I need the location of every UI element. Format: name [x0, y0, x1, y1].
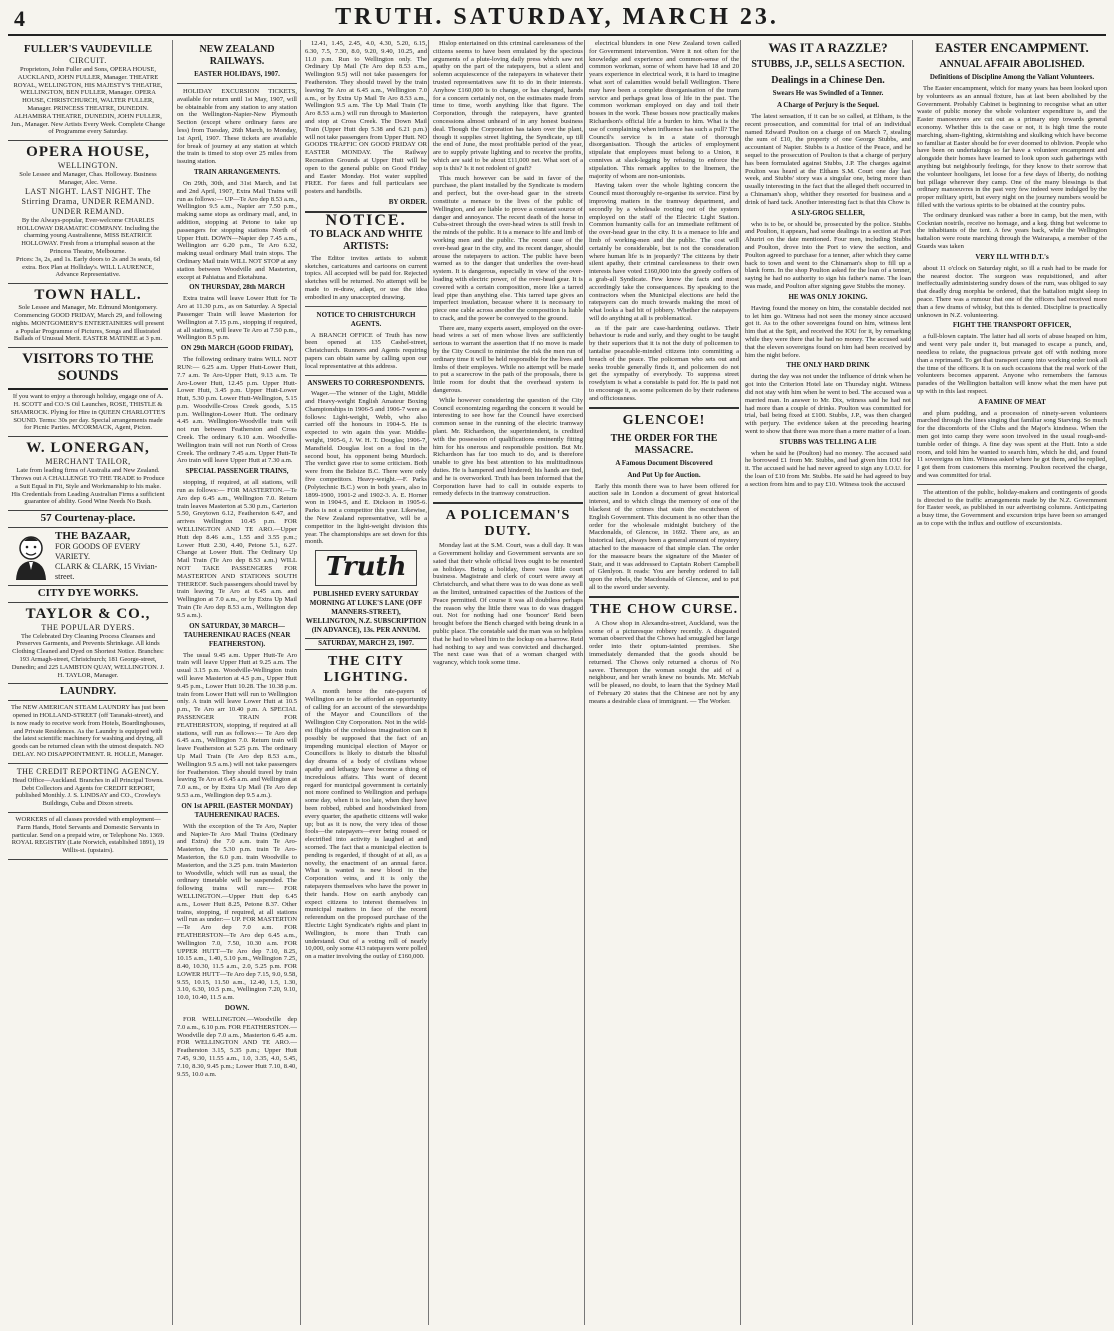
editorial-paragraph: Having taken over the whole lighting concern the Council must thoroughly re-organise its service. First by improving matters in the tramway department, and secondly by a wholesale rooting out of the system employed on the staff of the Electric Light Station. Common humanity calls for an immediate refitment of the over-head gear in the city. It is a menace to life and limb of working-men and the public. The cost will certainly be considerable, but is not the consideration where human life is in jeopardy? The citizens by their silent apathy, their criminal carelessness to their own interests have voted £160,000 into the greedy coffers of a grab-all Syndicate. Few know the facts and most accordingly take the consequences. By speaking to the contractors when the Municipal elections are held the ratepayers can do much towards making the most of what looks a bad bit of jobbery. Whether the ratepayers will do anything at all is problematical.: [589, 182, 739, 322]
chow-paragraph: A Chow shop in Alexandra-street, Auckland, was the scene of a picturesque robbery recently. A disgusted woman observed that the Chows had smuggled her large order into their opium-tainted premises. She immediately demanded that the goods should be returned. The Chows only returned a chorus of No savee. Thereupon the woman sought the aid of a neighbour, and her wrath knew no bounds. Mr. McNab will be pleased, no doubt, to learn that the Sydney Mail of February 20 states that the Chinese are not by any means a desirable class of immigrant. — The Worker.: [589, 619, 739, 705]
railways-paragraph: The following ordinary trains WILL NOT RUN:— 6.25 a.m. Upper Hutt-Lower Hutt, 7.7 a.m. Te Aro-Upper Hutt, 9.13 a.m. Te Aro-Lower Hutt, 12.45 p.m. Upper Hutt-Lower Hutt, 3.45 p.m. Upper Hutt-Lower Hutt, 5.30 p.m. Lower Hutt-Wellington, 5.15 p.m. Woodville-Cross Creek goods, 5.15 p.m. Wellington-Lower Hutt. The ordinary 4.45 a.m. Wellington-Woodville train will not run between Featherston and Cross Creek. The ordinary 6.10 a.m. Woodville-Wellington train will not run North of Cross Creek. The ordinary 7.45 a.m. Upper Hutt-Te Aro train will leave Upper Hutt at 7.30 a.m.: [177, 356, 297, 465]
opera-house-city: WELLINGTON.: [57, 161, 119, 171]
bazaar-body: FOR GOODS OF EVERY VARIETY.: [55, 541, 141, 561]
down-heading: DOWN.: [224, 1004, 250, 1013]
artists-heading: TO BLACK AND WHITE ARTISTS:: [309, 228, 423, 252]
notice-heading: NOTICE.: [325, 211, 407, 229]
editorial-paragraph: There are, many experts assert, employed on the over-head wires a set of men whose lives are sufficiently serious to warrant the assertion that if no move is made by the City Council to minimise the risk the men run of ordinary time it will be held responsible for the lives and limbs of their employes. While no attempt will be made to put a scarecrow in the path of the proposals, there is little room for doubt that the overhead system is dangerous.: [433, 324, 583, 395]
railways-paragraph: stopping, if required, at all stations, will run as follows:— FOR MASTERTON.—Te Aro dep 6.45 a.m., Wellington 7.0. Return train leaves Masterton at 5.30 p.m., Carterton 5.50, Greytown 6.12, Featherston 6.47, and arrives Wellington 10.45 p.m. FOR WELLINGTON AND TE ARO.—Upper Hutt dep 8.46 a.m., 1.55 and 3.55 p.m.; Lower Hutt 2.30, 4.40, Petone 5.1, 6.27. Change at Lower Hutt. The Ordinary Up Mail Train (Te Aro dep 8.53 a.m.) WILL NOT TAKE PASSENGERS FOR MASTERTON AND STATIONS SOUTH THEREOF. Such passengers should travel by train leaving Te Aro at 6.45 a.m. and Wellington at 7.0 a.m., or by Extra Up Mail Train (Te Aro dep 8.53 a.m., Wellington dep 9.5 a.m.).: [177, 479, 297, 619]
railways-paragraph: HOLIDAY EXCURSION TICKETS, available for return until 1st May, 1907, will be obtainable from any station to any station on the Wellington-Napier-New Plymouth Section (except where ordinary fares are less) from Tuesday, 26th March, to Monday, 1st April, 1907. These tickets are available for break of journey at any station at which the train is timed to stop over 25 miles from issuing station.: [177, 88, 297, 166]
divider: [917, 484, 1107, 485]
hard-drink-heading: THE ONLY HARD DRINK: [786, 361, 870, 370]
column-1-advertisements: [8, 40, 168, 1325]
policemans-duty-heading: A POLICEMAN'S DUTY.: [445, 508, 571, 540]
razzle-paragraph: during the day was not under the influence of drink when he got into the Criterion Hotel late on Thursday night. Witness did not stay with him when he went to bed. The accused was a married man. In answer to Mr. Dix, witness said he had not had more than a couple of drinks. Poulton was committed for trial, bail being fixed at £100. Stubbs, J.P., was then charged with perjury. The evidence taken at the preceding hearing went to show that there was more than a mere matter of a loan.: [745, 373, 911, 435]
easter-heading: EASTER ENCAMPMENT.: [935, 40, 1089, 55]
glencoe-heading: GLENCOE!: [622, 412, 706, 428]
fullers-body: Proprietors, John Fuller and Sons, OPERA HOUSE, AUCKLAND, JOHN FULLER, Manager. THEATRE ROYAL, WELLINGTON, HIS MAJESTY'S THEATRE, WELLINGTON, BEN FULLER, Manager. OPERA HOUSE, CHRISTCHURCH, WALTER FULLER, Manager. PRINCESS THEATRE, DUNEDIN. ALHAMBRA THEATRE, DUNEDIN, JOHN FULLER, Jun., Manager. New Artists Every Week. Complete Change of Programme every Saturday.: [10, 66, 166, 136]
city-lighting-heading: THE CITY LIGHTING.: [323, 654, 409, 686]
razzle-paragraph: The latest sensation, if it can be so called, at Eltham, is the recent prosecution, and committal for trial of an individual named Edward Poulton on a charge of on March 7, stealing the sum of £10, the property of one George Stubbs, and accountant of Napier. Stubbs is a Justice of the Peace, and he sequel to the prosecution of Poulton is that a charge of perjury has been formulated against Stubbs, J.P. The charges against Poulton was heard at the Eltham S.M. Court one day last week, and Stubbs' story was a singular one, being more than usually interesting in the fact that the alleged theft occurred in a Chinaman's shop, whither they resorted for business and a drink of hard tack. Another interesting fact is that this Chow is: [745, 113, 911, 206]
easter-paragraph: about 11 o'clock on Saturday night, so ill a rush had to be made for the nearest doctor. The surgeon was requisitioned, and after ineffectually administering sundry doses of the rum, was obliged to say that deadly drug morphia be ordered, that the battalion might sleep in peace. There was a rumour that one of the officers had received more than a few drams of whisky, but this is denied. Discipline is practically unknown in N.Z. volunteering.: [917, 264, 1107, 319]
laundry-body: The NEW AMERICAN STEAM LAUNDRY has just been opened in HOLLAND-STREET (off Taranaki-street), and is now ready to receive work from Hotels, Boardinghouses, and Private Residences. As the Laundry is equipped with the latest scientific machinery for washing and drying, all goods can be returned clean with the utmost despatch. NO DELAY. NO DISAPPOINTMENT. R. HOLLE, Manager.: [10, 704, 166, 759]
artists-paragraph: The Editor invites artists to submit sketches, caricatures and cartoons on current topics. All accepted will be paid for. Rejected sketches will be returned. No attempt will be made to re-draw, adapt, or use the idea embodied in any unaccepted drawing.: [305, 254, 427, 301]
railways-continued: 12.41, 1.45, 2.45, 4.0, 4.30, 5.20, 6.15, 6.30, 7.5, 7.30, 8.0, 9.20, 9.40, 10.25, and 11.0 p.m. Run to Wellington only. The Ordinary Up Mail (Te Aro dep 8.53 a.m., Wellington 9.5) will not take passengers for Featherston. They should travel by the train leaving Te Aro at 6.45 a.m., Wellington 7.0 a.m., or by Extra Up Mail Te Aro 8.53 a.m., Wellington 9.5 a.m. The Up Mail Train (Te Aro 8.53 a.m.) will run through to Masterton and stop at Cross Creek. The Down Mail Train (Upper Hutt dep 5.38 and 6.21 p.m.) will not take passengers from Upper Hutt. NO GOODS TRAFFIC ON GOOD FRIDAY OR EASTER MONDAY. The Railway Recreation Grounds at Upper Hutt will be open to the general public on Good Friday and Easter Monday. Hot water supplied FREE. For fares and full particulars see posters and handbills.: [305, 40, 427, 196]
fullers-circuit: CIRCUIT.: [69, 56, 107, 65]
registry-body: WORKERS of all classes provided with employment—Farm Hands, Hotel Servants and Domestic Servants in particular. Send on a prepaid wire, or Telephone No. 1369. ROYAL REGISTRY (Late Norwich, established 1891), 19 Willis-st. (upstairs).: [11, 816, 165, 855]
taylor-name: TAYLOR & CO.,: [25, 605, 151, 622]
christchurch-paragraph: A BRANCH OFFICE of Truth has now been opened at 135 Cashel-street, Christchurch. Runners and Agents requiring papers can obtain same by calling upon our local representative at this address.: [305, 331, 427, 370]
answers-heading: ANSWERS TO CORRESPONDENTS.: [307, 378, 425, 387]
razzle-subheading: STUBBS, J.P., SELLS A SECTION.: [751, 59, 905, 70]
visitors-heading: VISITORS TO THE SOUNDS: [8, 348, 168, 390]
christchurch-heading: NOTICE TO CHRISTCHURCH AGENTS.: [316, 310, 416, 328]
town-hall-ad: [8, 284, 168, 348]
razzle-paragraph: when he said he (Poulton) had no money. The accused said he borrowed £1 from Mr. Stubbs, and had given him IOU for it. The accused said he had never agreed to sign any I.O.U. for the loan of £10 from Mr. Stubbs. He said he had agreed to buy a section from him and to pay £10. Witness took the accused: [745, 449, 911, 488]
credit-heading: THE CREDIT REPORTING AGENCY.: [16, 766, 160, 776]
town-hall-name: TOWN HALL.: [34, 287, 142, 304]
editorial-paragraph: Hislop entertained on this criminal carelessness of the citizens seems to have been emulated by the specious arguments of a plute-loving daily press which saw not apathy on the part of the ratepayers, but a silent and solemn acquiescence of the ratepayers in whatever their trusted representatives saw fit to do in their interests. Anyhow £160,000 is to change, or has changed, hands for a concern certainly not, on the estimates made from time to time, worth anything like that figure. The Corporation, through the ratepayers, have granted concessions almost unheard of in any honest business deal. Though the Corporation has taken over the plant, though it supplies street lighting, the Syndicate, up till the end of June, the most profitable period of the year, are to supply private lighting and to receive the profits, which are said to be about £11,000 net. What sort of a sop is this? Is it not redolent of graft?: [433, 40, 583, 172]
column-4-editorial: [428, 40, 583, 1325]
easter-monday-heading: ON 1st APRIL (EASTER MONDAY) TAUHERENIKAU RACES.: [181, 801, 293, 819]
chow-curse-heading: THE CHOW CURSE.: [589, 601, 739, 617]
lonergan-trade: MERCHANT TAILOR,: [45, 457, 131, 467]
divider: [589, 407, 739, 409]
transport-heading: FIGHT THE TRANSPORT OFFICER,: [952, 321, 1072, 330]
opera-house-body: Sole Lessee and Manager, Chas. Holloway. Business Manager, Alec. Verne.: [19, 171, 157, 186]
easter-paragraph: The attention of the public, holiday-makers and contingents of goods is directed to the traffic arrangements made by the N.Z. Government for Easter week, as published in our advertising columns. Anticipating a busy time, the Government and excursion trips have been so arranged as to cope with the influx and outflow of excursionists.: [917, 488, 1107, 528]
easter-paragraph: The Easter encampment, which for many years has been looked upon by volunteers as an annual fixture, has at last been abolished by the Government. Probably Cabinet is beginning to recognise what an utter waste of public money the whole volunteer expenditure is, and the Easter manoeuvres are cut out as a primary step towards general economy. Whether this is the case or not, it is high time the route marching, sham-fighting, skirmishing and skulking which have become so familiar at Easter should be for ever doomed to oblivion. People who have been on undertakings so far have a volunteer encampment and alongside their homes have learned to look upon such gatherings with anything but neighbourly feelings, for they know to their sorrow that the volunteer hooligans, let loose for a few days of liberty, do nothing but pillage wherever they camp. One of the many blessings is that ordinary manoeuvres in the past very few indeed were indulged by the proper military spirit, but every night on the journey numbers would be filled with the various spirits to be obtained at the country pubs.: [917, 85, 1107, 209]
fullers-ad: [8, 40, 168, 141]
taylor-body: The Celebrated Dry Cleaning Process Cleanses and Preserves Garments, and Prevents Shrinkage. All kinds Clothing Cleaned and Dyed on Shortest Notice. Branches: 193 Armagh-street, Christchurch; 181 George-street, Dunedin; and 225 LAMBTON QUAY, WELLINGTON. J. H. TAYLOR, Manager.: [11, 632, 165, 679]
lonergan-name: W. LONERGAN,: [26, 440, 150, 457]
glencoe-paragraph: Early this month there was to have been offered for auction sale in London a document of great historical interest, and to which clings the memory of one of the blackest of the crimes that stain the escutcheon of English Government. This document is no other than the order for the wholesale midnight butchery of the Macdonalds, of Glencoe, in 1692. There are, as an historical fact, always been a general amount of mystery attached to the massacre of that simple clan. The order for the massacre bears the signature of the Master of Stair, and it was addressed to Captain Robert Campbell of Glenlyon. It reads: You are hereby ordered to fall upon the rebels, the Macdonalds of Glencoe, and to put all to the sword under seventy.: [589, 482, 739, 592]
opera-house-company: By the Always-popular, Ever-welcome CHARLES HOLLOWAY DRAMATIC COMPANY. Including the charming young Australienne, MISS BEATRICE HOLLOWAY. Fresh from a triumphal season at the Princess Theatre, Melbourne.: [17, 216, 159, 255]
razzle-subheading-3: Swears He was Swindled of a Tenner.: [772, 89, 884, 97]
policeman-continued: as if the pair are case-hardening outlaws. Their behaviour is rude and surly, and they ought to be taught by their superiors that it is not the duty of policemen to tantalise peaceable-minded citizens into committing a breach of the peace. The policeman who sets out and seeks trouble generally finds it, and policemen do not get the sympathy of everybody. To suppress street rowdyism is what a constable is paid for. He is paid not to encourage it, as some policemen do by their rudeness and officiousness.: [589, 324, 739, 402]
opera-house-prices: Prices: 3s, 2s, and 1s. Early doors to 2s and 3s seats, 6d extra. Box Plan at Holliday's. WILL LAURENCE, Advance Representative.: [15, 255, 161, 279]
thursday-heading: ON THURSDAY, 28th MARCH: [189, 283, 285, 292]
razzle-heading: WAS IT A RAZZLE?: [768, 40, 888, 55]
saturday-heading: ON SATURDAY, 30 MARCH—TAUHERENIKAU RACES (NEAR FEATHERSTON).: [183, 621, 291, 648]
page-number: 4: [14, 6, 25, 31]
railways-paragraph: The usual 9.45 a.m. Upper Hutt-Te Aro train will leave Upper Hutt at 9.25 a.m. The usual 3.15 p.m. Woodville-Wellington train will leave Masterton at 4.5 p.m., Upper Hutt 9.45 p.m., Lower Hutt 10.28. The 10.38 p.m. train from Lower Hutt will run to Wellington only. A train will leave Lower Hutt at 10.5 p.m., Te Aro arr 10.40 p.m. A SPECIAL PASSENGER TRAIN FOR FEATHERSTON, stopping, if required at all stations, will run as follows:— Te Aro dep 6.45 a.m., Wellington 7.0. Return train will leave Featherston at 5.25 p.m. The ordinary Up Mail Train (Te Aro dep 8.53 a.m., Wellington 9.5 a.m.) will not take passengers for Featherston. They should travel by train leaving Te Aro at 6.45 a.m. and Wellington at 7.0 a.m., or by Extra Up Mail (Te Aro dep 9.53 a.m., Wellington dep 9.5 a.m.).: [177, 651, 297, 799]
opera-house-last-night: LAST NIGHT. LAST NIGHT. The Stirring Drama, UNDER REMAND. UNDER REMAND.: [21, 186, 155, 216]
lonergan-address: 57 Courtenay-place.: [8, 511, 168, 528]
easter-paragraph: and plum pudding, and a procession of ninety-seven volunteers marched through the lines singing that familiar song Starving. So much for the discomforts of the Clubs and the Major's kindness. When the men got into camp they were soon involved in the usual rough-and-tumble order of things. A fine day was spent at the Hutt. Into a side room, and told him he wanted to search him, which he did, and found 11 sovereigns on him. Witness asked where he got them, and he replied, I got them from customers this morning. Poulton received the charge, and was committed for trial.: [917, 409, 1107, 480]
man-portrait-icon: [11, 532, 51, 580]
divider: [177, 83, 297, 84]
train-arrangements-heading: TRAIN ARRANGEMENTS.: [194, 167, 280, 176]
answers-paragraph: Wager.—The winner of the Light, Middle and Heavy-weight English Amateur Boxing Championships in 1906-5 and 1906-7 were as follows: Light-weight, Webb, who also carried off the honours in 1904-5. He is expected to win again this year. Middle-weight, 1905-6, J. W. H. T. Douglas; 1906-7, Mansfield. Douglas lost on a foul in the second bout, his opponent being Murdoch. The verdict gave rise to some criticism. Both were from the Belsize B.C. There were only five competitors. Heavy-weight.—F. Parks (Polytechnic B.C.) won in both years, also in 1899-1900, 1901-2 and 1902-3. A. E. Horner won in 1904-5, and E. Dickson in 1905-6. Parks is not a competitor this year. Likewise, the New Zealand representative, will be a competitor in the light-weight division this year. The championships are set down for this month.: [305, 390, 427, 546]
easter-subheading-2: Definitions of Discipline Among the Valiant Volunteers.: [929, 73, 1095, 81]
laundry-ad: [8, 701, 168, 764]
column-3-notices: [300, 40, 427, 1325]
credit-body: Head Office—Auckland. Branches in all Principal Towns. Debt Collectors and Agents for CREDIT REPORT, published Monthly. J. S. LINDSAY and CO., Crowley's Buildings, Cuba and Dixon streets.: [12, 776, 164, 808]
editorial-paragraph: electrical blunders in one New Zealand town called for Government intervention. Were it not often for the knowledge and experience and common-sense of the common workman, some of whom have had 18 and 20 years experience in electrical work, it is hard to imagine what sort of calamities would befall Wellington. There may have been a complete disorganisation of the tram service and perhaps great loss of life in the past. The common workman employed on day and toil their bosses in the work. These bosses now practically makes Richardson's official life a burden to him. What is the use of complaining when influence has such a pull? The Council's service is in a state of thorough disorganisation. Though the articles of employment stipulate that employees must belong to a Union, it connives at slack-legging by refusing to enforce the stipulation. This remark applies to the linemen, the majority of whom are non-unionists.: [589, 40, 739, 180]
by-order: BY ORDER.: [388, 197, 427, 206]
railways-paragraph: On 29th, 30th, and 31st March, and 1st and 2nd April, 1907, Extra Mail Trains will run as follows:— UP—Te Aro dep 8.53 a.m., Wellington 9.5 a.m., Napier arr 7.50 p.m., making same stops as ordinary mail, and, in addition, stopping at Petone to take up passengers for stopping stations North of Upper Hutt. DOWN—Napier dep 7.45 a.m., Wellington arr 6.20 p.m., Te Aro 6.32, making usual ordinary Mail train stops. The Ordinary Mail train WILL NOT STOP at any station between Woodville and Masterton, except at Pahiatua and Eketahuna.: [177, 179, 297, 281]
masthead: [8, 0, 1106, 36]
divider: [305, 375, 427, 376]
launch-body: If you want to enjoy a thorough holiday, engage one of A. H. SCOTT and CO.'S Oil Launches, ROSE, THISTLE & SHAMROCK. Plying for Hire in QUEEN CHARLOTTE'S SOUND. Terms: 30s per day. Special arrangements made for Picnic Parties. M'CORMACK, Agent, Picton.: [10, 393, 166, 432]
dts-heading: VERY ILL WITH D.T.'s: [975, 252, 1049, 261]
policeman-paragraph: Monday last at the S.M. Court, was a dull day. It was a Government holiday and Government servants are so sated that their whole official lives ought to be resented as holidays. Being a holiday, there was little court business. Magistrate and clerk of court were away at Christchurch, and what there was to do was done as well as the limited, untrained capacities of the Justices of the Peace permitted. Of course it was all doubtless perhaps the reason why the little there was to do was dragged out. Not for nothing had one 'bouncer' Reid been brought before the Bench charged with being drunk in a public place. The constable said the man was so helpless that he had to wheel him to the lockup on a barrow. Reid had nothing to say and was convicted and discharged. The next case was that of a woman charged with vagrancy, which took some time.: [433, 542, 583, 667]
sly-grog-heading: A SLY-GROG SELLER,: [791, 208, 865, 217]
launch-ad: [8, 390, 168, 437]
razzle-paragraph: who is to be, or should be, prosecuted by the police. Stubbs and Poulton, it appears, had some dealings in a section at Port Ahuriri on the date mentioned. Four men, including Stubbs and Poulton, drove into the Port to view the section, and Poulton agreed to purchase for a tenner, after which they came back to town and went to the Chinaman's shop to fill up a blank form. In the shop Poulton asked for the loan of a tenner, saying he had no authority to sign his father's name. The loan was made, and Poulton after signing gave Stubbs the money.: [745, 220, 911, 290]
lonergan-ad: [8, 437, 168, 511]
divider: [433, 502, 583, 504]
railways-paragraph: Extra trains will leave Lower Hutt for Te Aro at 11.30 p.m., as on Saturday. A Special Passenger Train will leave Masterton for Wellington at 7.15 p.m., stopping if required, at all stations, will leave Te Aro at 7.50 p.m., Wellington 8.5 p.m.: [177, 295, 297, 342]
town-hall-body: Sole Lessee and Manager, Mr. Edmund Montgomery. Commencing GOOD FRIDAY, March 29, and following nights. MONTGOMERY'S ENTERTAINERS will present a Popular Programme of Pictures, Songs and Illustrated Ballads of Unusual Merit. EASTER MATINEE at 3 p.m.: [11, 304, 165, 343]
railways-heading: NEW ZEALAND RAILWAYS.: [199, 44, 275, 67]
divider: [305, 306, 427, 307]
railways-paragraph: FOR WELLINGTON.—Woodville dep 7.0 a.m., 6.10 p.m. FOR FEATHERSTON.—Woodville dep 7.0 a.m., Masterton 6.45 a.m. FOR WELLINGTON AND TE ARO.—Featherston 3.15, 5.35 p.m.; Upper Hutt 7.45, 9.30, 11.55 a.m., 1.0, 3.35, 4.0, 5.45, 7.10, 8.30, 9.45 p.m.; Lower Hutt 7.10, 8.40, 9.55, 10.0 a.m.: [177, 1016, 297, 1078]
railways-subheading: EASTER HOLIDAYS, 1907.: [194, 70, 280, 78]
divider: [589, 596, 739, 598]
laundry-heading: LAUNDRY.: [8, 684, 168, 701]
editorial-paragraph: This much however can be said in favor of the purchase, the plant installed by the Syndicate is modern and perfect, but the over-head gear in the streets constitute a menace to the lives of the public of Wellington, and are liable to prove a constant source of danger and annoyance. The recent death of the horse in Cuba-street through the over-head wires is still fresh in the minds of the public. It is a menace to life and limb of working men and the public. The recent case of the over-head gear in the city, and its recent danger, should arouse the ratepayers to action. The public have been warned as to the danger that underlies the over-head system. It is dangerous, especially in view of the over-loading with electric power, of the over-head gear. It is covered with a certain composition, more like a tarred lead pipe than anything else. This tarred tape gives an imperfect insulation, because where it is necessary to piece one cable across another the composition is liable to crack, and the power be conveyed to the ground.: [433, 174, 583, 322]
truth-logo: Truth: [315, 550, 417, 586]
bazaar-name: THE BAZAAR,: [55, 529, 131, 542]
registry-ad: [8, 813, 168, 860]
bazaar-ad: [8, 528, 168, 586]
easter-subheading: ANNUAL AFFAIR ABOLISHED.: [939, 59, 1085, 70]
razzle-paragraph: Having found the money on him, the constable decided not to let him go. Witness had not seen the money since accused got it. As to the other sovereigns found on him, witness lent him that at the Spit, and received the IOU for it, by remarking while they were there that he had no money. The accused said that the eleven sovereigns found on him had been received by him the night before.: [745, 304, 911, 359]
bazaar-owner: CLARK & CLARK, 15 Vivian-street.: [55, 561, 158, 581]
special-trains-heading: SPECIAL PASSENGER TRAINS,: [185, 467, 289, 476]
issue-date: SATURDAY, MARCH 23, 1907.: [305, 638, 427, 650]
easter-paragraph: a full-blown captain. The latter had all sorts of abuse heaped on him, and went very pale under it, but managed to escape a punch, and, needless to relate, the pugnacious private got off with nothing more than a reprimand. To get that transport camp into working order took all the time of the officers. It is on such occasions that the real work of the volunteers becomes apparent. Anyone who remembers the famous parades of the Wellington battalion will know what the men have put up with in this last respect.: [917, 333, 1107, 395]
taylor-sub: THE POPULAR DYERS.: [41, 622, 135, 632]
massacre-subheading: A Famous Document Discovered: [615, 458, 713, 467]
good-friday-heading: ON 29th MARCH (GOOD FRIDAY),: [180, 344, 294, 353]
razzle-subheading-4: A Charge of Perjury is the Sequel.: [776, 101, 880, 109]
massacre-heading: THE ORDER FOR THE MASSACRE.: [610, 432, 718, 456]
lonergan-body: Late from leading firms of Australia and New Zealand. Throws out A CHALLENGE TO THE TRADE to Produce a Suit Equal in Fit, Style and Workmanship to his make. His Credentials from Leading Australian Firms a sufficient guarantee of ability. Good Wine Needs No Bush.: [11, 467, 165, 506]
taylor-ad: [8, 603, 168, 685]
stubbs-lie-heading: STUBBS WAS TELLING A LIE: [779, 437, 877, 446]
opera-house-name: OPERA HOUSE,: [26, 144, 150, 161]
publisher-line: PUBLISHED EVERY SATURDAY MORNING AT LUKE'S LANE (OFF MANNERS-STREET), WELLINGTON, N.Z. SUBSCRIPTION (IN ADVANCE), 13s. PER ANNUM.: [305, 590, 427, 635]
razzle-subheading-2: Dealings in a Chinese Den.: [771, 75, 885, 86]
columns: [8, 40, 1106, 1325]
column-6-razzle: [740, 40, 911, 1325]
column-2-railways: [172, 40, 297, 1325]
fullers-name: FULLER'S VAUDEVILLE: [23, 43, 153, 55]
newspaper-title: TRUTH. SATURDAY, MARCH 23.: [335, 4, 779, 30]
famine-heading: A FAMINE OF MEAT: [978, 397, 1046, 406]
opera-house-ad: [8, 141, 168, 284]
railways-paragraph: With the exception of the Te Aro, Napier and Napier-Te Aro Mail Trains (Ordinary and Extra) the 7.0 a.m. train Te Aro-Masterton, the 5.30 p.m. train Te Aro-Masterton, the 6.0 p.m. train Woodville to Masterton, and the 3.25 p.m. train Masterton to Woodville, which will run as usual, the ordinary timetable will be suspended. The following trains will run:— FOR WELLINGTON.—Upper Hutt dep 6.45 a.m., Lower Hutt 8.25, Petone 8.37. Other trains, stopping, if required, at all stations will run as under:— UP. FOR MASTERTON—Te Aro dep 7.0 a.m. FOR FEATHERSTON—Te Aro dep 6.45 a.m., Wellington 7.0, 7.50, 10.30 a.m. FOR UPPER HUTT—Te Aro dep 7.10, 8.25, 10.15 a.m., 1.40, 5.10 p.m., Wellington 7.25, 8.40, 10.30, 11.5 a.m., 2.0, 5.25 p.m. FOR LOWER HUTT—Te Aro dep 7.15, 9.0, 9.58, 9.55, 10.15, 11.50 a.m., 12.40, 1.5, 1.30, 3.10, 6.30, 10.5 p.m., Wellington 7.20, 9.10, 10.0, 10.40, 11.5 a.m.: [177, 822, 297, 1002]
editorial-paragraph: While however considering the question of the City Council economizing regarding the concern it would be interesting to see how far the Council have exercised common sense in the running of the electric tramway plant. Mr. Richardson, the superintendent, is credited with the possession of qualifications eminently fitting him for his onerous and responsible position. But Mr. Richardson has far too much to do, and is therefore unable to give his best attention to his multitudinous duties. He is hampered and hindered; his hands are tied, and he is overworked. Truth has been informed that the Corporation have had to call in outside experts to remedy defects in the tramway construction.: [433, 396, 583, 498]
column-5-articles: [584, 40, 739, 1325]
joking-heading: HE WAS ONLY JOKING.: [788, 292, 868, 301]
credit-ad: [8, 764, 168, 813]
easter-paragraph: The ordinary drunkard was rather a bore in camp, but the men, with Cocknian nostrils, receive no homage, and a keg. thing but welcome to the inhabitants of the tent. A few years back, while the Wellington battalion were route marching through the Wairarapa, a member of the Guards was taken: [917, 211, 1107, 250]
massacre-subheading-2: And Put Up for Auction.: [627, 470, 701, 479]
city-lighting-paragraph: A month hence the rate-payers of Wellington are to be afforded an opportunity of calling for an account of the stewardships of the Mayor and Councillors of the Wellington City Corporation. Not in the wild-est flights of the credulous imagination can it possibly be supposed that the fact of an impending municipal election of Mayor or Councillors is likely to disturb the blissful day dreams of a body of civilians whose apathy and lethargy have become a thing of incredulous affairs. This want of decent regard for municipal government is certainly not more confined to Wellington and perhaps some day, when it is too late, when they have been robbed, rubbed and hoodwinked from every quarter, the apathetic citizens will wake up; but as it is now, the very idea of those fools—the ratepayers—ever being roused or electrified into activity is laughed at and scorned. The fact that a municipal election is pending is regarded, if thought of at all, as a novelty, the enactment of an annual farce. What is wanted is new blood in the Corporation veins, and it is only the ratepayers themselves who have the power in their hands. How on earth anybody can expect citizens to interest themselves in municipal matters in face of the recent referendum on the proposed purchase of the Electric Light Syndicate's rights and plant in Wellington, is more than Truth can understand. Out of a voting roll of nearly 10,000, only some 413 ratepayers were polled on a matter involving the outlay of £160,000.: [305, 688, 427, 961]
city-dye-heading: CITY DYE WORKS.: [8, 586, 168, 603]
column-7-easter: [912, 40, 1107, 1325]
